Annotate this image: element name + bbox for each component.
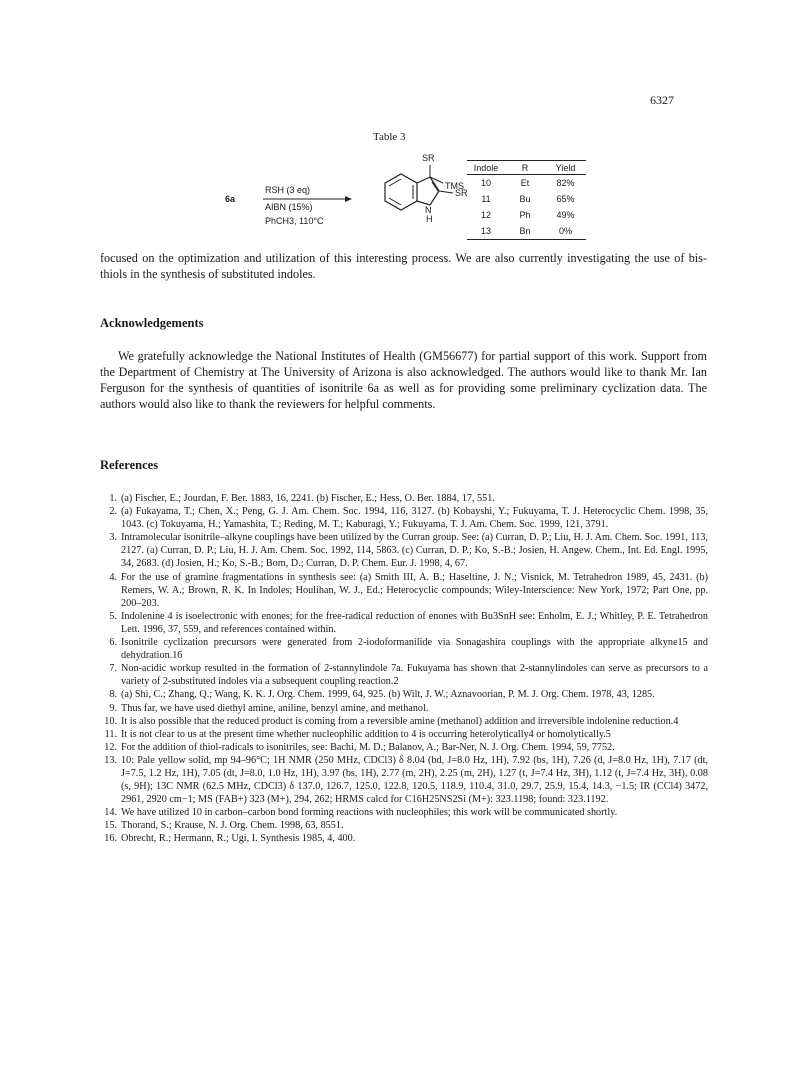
list-item: 1. (a) Fischer, E.; Jourdan, F. Ber. 1883, 16, 2241. (b) Fischer, E.; Hess, O. Ber. 1884, 17, 551. (109, 493, 495, 504)
nitrogen-label: N (425, 205, 432, 215)
reagent-thiol: RSH (3 eq) (265, 185, 311, 195)
list-item: 14. We have utilized 10 in carbon–carbon bond forming reactions with nucleophiles; this work will be communicated shortly. (104, 807, 618, 819)
header-yield: Yield (555, 162, 576, 173)
acknowledgements-text: We gratefully acknowledge the National Institutes of Health (GM56677) for partial support of this work. Support from the Department of Chemistry at The University of Arizona is also acknowledged. The authors would like to thank Mr. Ian Ferguson for the synthesis of quantities of isonitrile 6a as well as for providing some preliminary cyclization data. The authors would also like to thank the reviewers for helpful comments. (100, 349, 707, 411)
results-table-header (467, 160, 586, 175)
list-item: 2. (a) Fukayama, T.; Chen, X.; Peng, G. J. Am. Chem. Soc. 1994, 116, 3127. (b) Kobayshi, Y.; Fukuyama, T. J. Heterocyclic Chem. 1998, 35, 1043. (c) Tokuyama, H.; Yamashita, T.; Reding, M. T.; Kaburagi, Y.; Fukuyama, T. J. Am. Chem. Soc. 1999, 121, 3791. (109, 506, 708, 531)
header-indole: Indole (473, 162, 499, 173)
cell-yield: 49% (556, 210, 575, 220)
cell-r: Bu (519, 194, 531, 204)
list-item: 13. 10: Pale yellow solid, mp 94–96°C; 1H NMR (250 MHz, CDCl3) δ 8.04 (bd, J=8.0 Hz, 1H), 7.92 (bs, 1H), 7.26 (d, J=8.0 Hz, 1H), 7.17 (dt, J=7.5, 1.2 Hz, 1H), 7.05 (dt, J=8.0, 1.0 Hz, 1H), 3.97 (bs, 1H), 2.77 (m, 2H), 2.25 (m, 2H), 1.27 (t, J=7.4 Hz, 3H), 1.12 (t, J=7.4 Hz, 3H), 0.08 (s, 9H); 13C NMR (62.5 MHz, CDCl3) δ 137.0, 126.7, 125.0, 122.8, 120.5, 118.9, 110.4, 31.0, 29.7, 25.9, 15.4, 14.3, −1.5; IR (CCl4) 3472, 2961, 2920 cm−1; MS (FAB+) 323 (M+), 294, 262; HRMS calcd for C16H25NS2Si (M+): 323.1198; found: 323.1192. (104, 754, 708, 806)
table-row (467, 207, 586, 223)
list-item: 5. Indolenine 4 is isoelectronic with enones; for the free-radical reduction of enones with Bu3SnH see: Enholm, E. J.; Whitley, P. E. Tetrahedron Lett. 1996, 37, 559, and references contained within. (109, 610, 708, 635)
references-heading: References (100, 458, 159, 472)
cell-indole: 11 (481, 194, 491, 204)
list-item: 12. For the addition of thiol-radicals to isonitriles, see: Bachi, M. D.; Balanov, A.; Bar-Ner, N. J. Org. Chem. 1994, 59, 7752. (104, 741, 615, 753)
acknowledgements-heading: Acknowledgements (100, 316, 204, 330)
reagent-solvent: PhCH3, 110°C (265, 216, 324, 226)
starting-material-label: 6a (225, 194, 236, 204)
cell-yield: 0% (558, 226, 572, 236)
header-r: R (521, 162, 529, 173)
list-item: 3. Intramolecular isonitrile–alkyne couplings have been utilized by the Curran group. See: (a) Curran, D. P.; Liu, H. J. Am. Chem. Soc. 1991, 113, 2127. (a) Curran, D. P.; Liu, H. J. Am. Chem. Soc. 1992, 114, 5863. (c) Curran, D. P.; Ko, S.-B.; Josien, H. Angew. Chem., Int. Ed. Engl. 1995, 34, 2683. (d) Josien, H.; Ko, S.-B.; Bom, D.; Curran, D. P. Chem. Eur. J. 1998, 4, 67. (109, 532, 708, 570)
page-number: 6327 (650, 93, 674, 107)
list-item: 8. (a) Shi, C.; Zhang, Q.; Wang, K. K. J. Org. Chem. 1999, 64, 925. (b) Wilt, J. W.; Aznavoorian, P. M. J. Org. Chem. 1978, 43, 1285. (109, 689, 655, 701)
sr-ring-label: SR (455, 188, 468, 198)
list-item: 9. Thus far, we have used diethyl amine, aniline, benzyl amine, and methanol. (109, 702, 429, 714)
cell-r: Ph (519, 210, 531, 220)
cell-indole: 13 (480, 226, 491, 236)
table-row (467, 191, 586, 207)
table-title: Table 3 (373, 131, 406, 143)
list-item: 7. Non-acidic workup resulted in the formation of 2-stannylindole 7a. Fukuyama has shown that 2-stannylindoles can serve as precursors to a variety of 2-substituted indoles via a subsequent coupling reaction.2 (109, 663, 708, 688)
cell-r: Et (520, 178, 530, 188)
hydrogen-label: H (426, 214, 433, 224)
list-item: 15. Thorand, S.; Krause, N. J. Org. Chem. 1998, 63, 8551. (104, 820, 344, 832)
tms-label: TMS (445, 181, 464, 191)
list-item: 4. For the use of gramine fragmentations in synthesis see: (a) Smith III, A. B.; Haseltine, J. N.; Visnick, M. Tetrahedron 1989, 45, 2431. (b) Remers, W. A.; Brown, R. K. In Indoles; Houlihan, W. J., Ed.; Heterocyclic compounds; Wiley-Interscience: New York, 1972; Part One, pp. 200–203. (109, 571, 708, 609)
reagent-aibn: AIBN (15%) (265, 202, 313, 212)
references-list (100, 492, 708, 846)
list-item: 10. It is also possible that the reduced product is coming from a reversible amine (methanol) addition and irreversible indolenine reduction.4 (104, 715, 679, 727)
sr-top-label: SR (422, 153, 435, 163)
intro-paragraph: focused on the optimization and utilization of this interesting process. We are also currently investigating the use of bis-thiols in the synthesis of substituted indoles. (100, 251, 707, 281)
table-row (467, 223, 586, 240)
cell-r: Bn (519, 226, 531, 236)
table-row (467, 175, 586, 191)
cell-yield: 65% (556, 194, 575, 204)
cell-indole: 12 (480, 210, 491, 220)
list-item: 16. Obrecht, R.; Hermann, R.; Ugi, I. Synthesis 1985, 4, 400. (104, 833, 356, 845)
results-table (467, 160, 586, 240)
list-item: 6. Isonitrile cyclization precursors were generated from 2-iodoformanilide via Sonagashira couplings with the appropriate alkyne15 and dehydration.16 (109, 637, 708, 662)
cell-yield: 82% (556, 178, 575, 188)
list-item: 11. It is not clear to us at the present time whether nucleophilic addition to 4 is occurring heterolytically4 or homolytically.5 (104, 728, 611, 740)
cell-indole: 10 (480, 178, 491, 188)
